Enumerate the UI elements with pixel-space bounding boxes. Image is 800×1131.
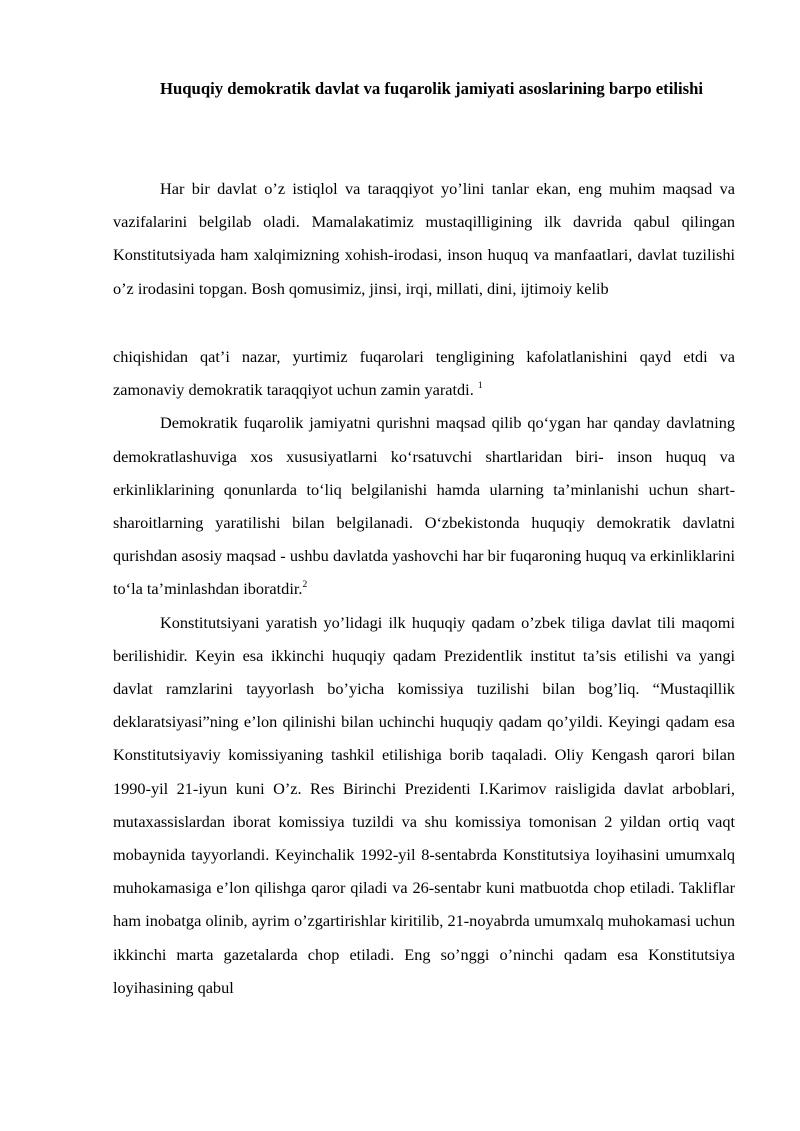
paragraph-3	[113, 406, 735, 605]
text-block-main	[113, 340, 735, 1004]
text-block-top	[113, 172, 735, 305]
paragraph-4	[113, 606, 735, 1004]
footnote-ref-1[interactable]: 1	[477, 381, 483, 392]
paragraph-4-text: Konstitutsiyani yaratish yo’lidagi ilk huquqiy qadam o’zbek tiliga davlat tili maqomi berilishidir. Keyin esa ikkinchi huquqiy qadam Prezidentlik institut ta’sis etilishi va yangi davlat ramzlarini tayyorlash bo’yicha komissiya tuzilishi bilan bog’liq. “Mustaqillik deklaratsiyasi”ning e’lon qilinishi bilan uchinchi huquqiy qadam qo’yildi. Keyingi qadam esa Konstitutsiyaviy komissiyaning tashkil etilishiga borib taqaladi. Oliy Kengash qarori bilan 1990-yil 21-iyun kuni O’z. Res Birinchi Prezidenti I.Karimov raisligida davlat arboblari, mutaxassislardan iborat komissiya tuzildi va shu komissiya tomonisan 2 yildan ortiq vaqt mobaynida tayyorlandi. Keyinchalik 1992-yil 8-sentabrda Konstitutsiya loyihasini umumxalq muhokamasiga e’lon qilishga qaror qiladi va 26-sentabr kuni matbuotda chop etiladi. Takliflar ham inobatga olinib, ayrim o’zgartirishlar kiritilib, 21-noyabrda umumxalq muhokamasi uchun ikkinchi marta gazetalarda chop etiladi. Eng so’nggi o’ninchi qadam esa Konstitutsiya loyihasining qabul	[113, 612, 735, 997]
paragraph-2	[113, 340, 735, 406]
paragraph-2-text: chiqishidan qat’i nazar, yurtimiz fuqarolari tengligining kafolatlanishini qayd etdi va zamonaviy demokratik taraqqiyot uchun zamin yaratdi.	[113, 347, 735, 400]
paragraph-1-text: Har bir davlat o’z istiqlol va taraqqiyot yo’lini tanlar ekan, eng muhim maqsad va vazifalarini belgilab oladi. Mamalakatimiz mustaqilligining ilk davrida qabul qilingan Konstitutsiyada ham xalqimizning xohish-irodasi, inson huquq va manfaatlari, davlat tuzilishi o’z irodasini topgan. Bosh qomusimiz, jinsi, irqi, millati, dini, ijtimoiy kelib	[113, 179, 735, 298]
footnote-ref-2[interactable]: 2	[302, 580, 308, 591]
paragraph-1	[113, 172, 735, 305]
document-title: Huquqiy demokratik davlat va fuqarolik jamiyati asoslarining barpo etilishi	[160, 79, 704, 98]
paragraph-3-text: Demokratik fuqarolik jamiyatni qurishni maqsad qilib qo‘ygan har qanday davlatning demokratlashuviga xos xususiyatlarni ko‘rsatuvchi shartlaridan biri- inson huquq va erkinliklarining qonunlarda to‘liq belgilanishi hamda ularning ta’minlanishi uchun shart-sharoitlarning yaratilishi bilan belgilanadi. O‘zbekistonda huquqiy demokratik davlatni qurishdan asosiy maqsad - ushbu davlatda yashovchi har bir fuqaroning huquq va erkinliklarini to‘la ta’minlashdan iboratdir.	[113, 413, 735, 599]
